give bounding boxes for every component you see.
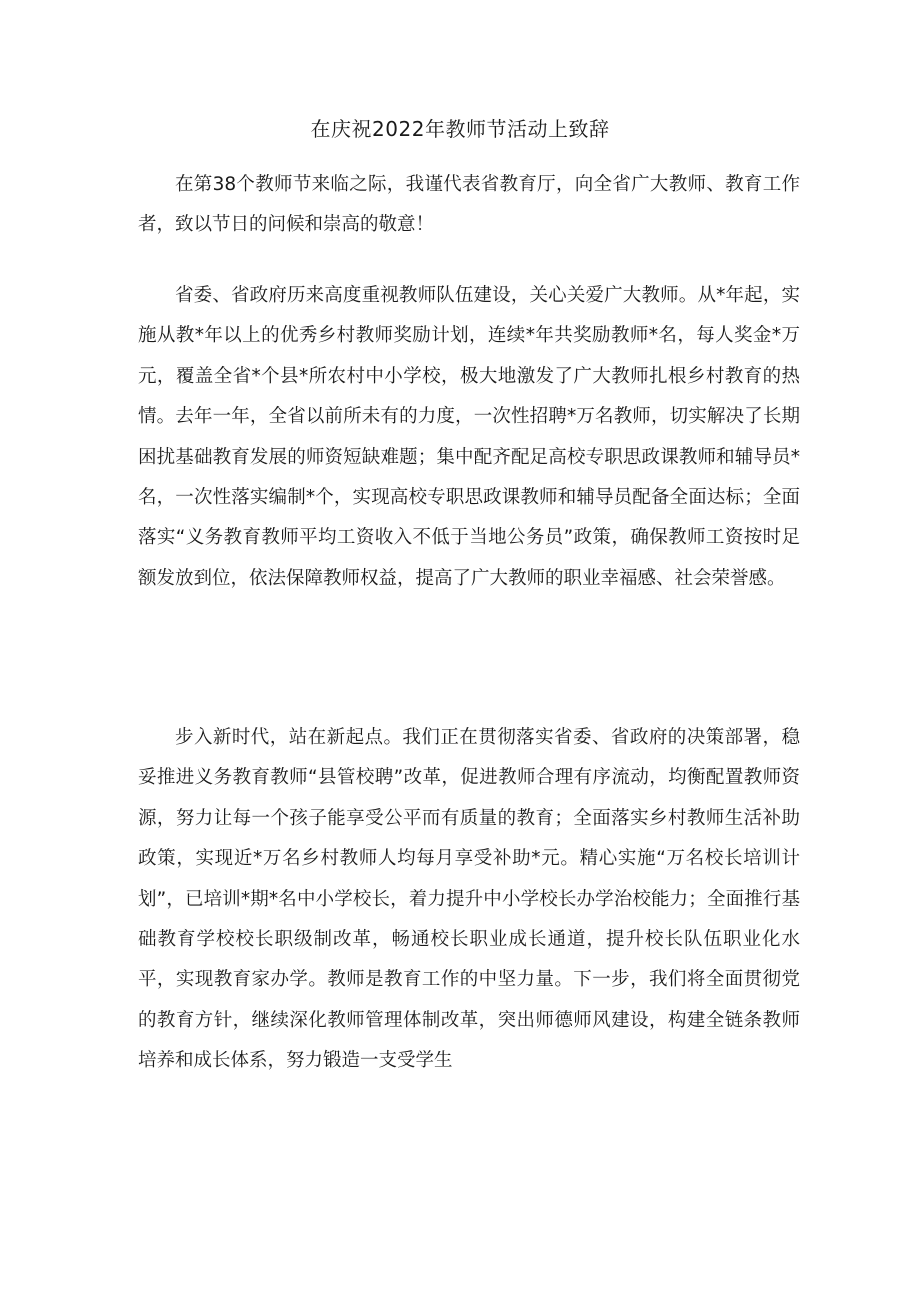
paragraph-new-era: 步入新时代，站在新起点。我们正在贯彻落实省委、省政府的决策部署，稳妥推进义务教育教师“县管校聘”改革，促进教师合理有序流动，均衡配置教师资源，努力让每一个孩子能享受公平而有质量的教育；全面落实乡村教师生活补助政策，实现近*万名乡村教师人均每月享受补助*元。精心实施“万名校长培训计划”，已培训*期*名中小学校长，着力提升中小学校长办学治校能力；全面推行基础教育学校校长职级制改革，畅通校长职业成长通道，提升校长队伍职业化水平，实现教育家办学。教师是教育工作的中坚力量。下一步，我们将全面贯彻党的教育方针，继续深化教师管理体制改革，突出师德师风建设，构建全链条教师培养和成长体系，努力锻造一支受学生 xyxy=(138,727,800,1072)
paragraph-achievements: 省委、省政府历来高度重视教师队伍建设，关心关爱广大教师。从*年起，实施从教*年以上的优秀乡村教师奖励计划，连续*年共奖励教师*名，每人奖金*万元，覆盖全省*个县*所农村中小学校，极大地激发了广大教师扎根乡村教育的热情。去年一年，全省以前所未有的力度，一次性招聘*万名教师，切实解决了长期困扰基础教育发展的师资短缺难题；集中配齐配足高校专职思政课教师和辅导员*名，一次性落实编制*个，实现高校专职思政课教师和辅导员配备全面达标；全面落实“义务教育教师平均工资收入不低于当地公务员”政策，确保教师工资按时足额发放到位，依法保障教师权益，提高了广大教师的职业幸福感、社会荣誉感。 xyxy=(138,285,800,589)
paragraph-greeting: 在第38个教师节来临之际，我谨代表省教育厅，向全省广大教师、教育工作者，致以节日的问候和崇高的敬意！ xyxy=(138,174,800,236)
document-title: 在庆祝2022年教师节活动上致辞 xyxy=(310,117,610,141)
